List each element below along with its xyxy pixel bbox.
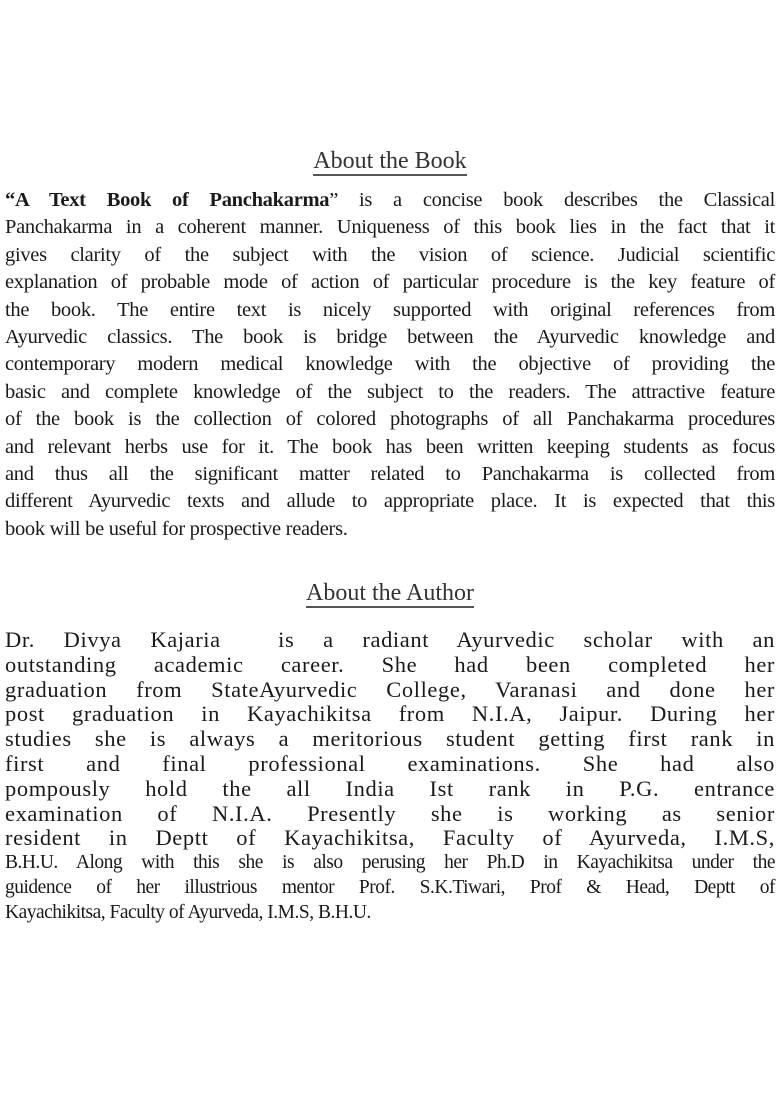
text-line [5, 187, 775, 214]
book-title: “A Text Book of Panchakarma [5, 189, 330, 211]
about-author-heading [0, 580, 780, 607]
text-line: and thus all the significant matter related to Panchakarma is collected from [5, 462, 775, 485]
text-line: pompously hold the all India Ist rank in P.G. entrance [5, 775, 775, 801]
text-line: and relevant herbs use for it. The book has been written keeping students as focus [5, 435, 775, 458]
about-book-heading [0, 148, 780, 175]
text-line: contemporary modern medical knowledge with the objective of providing the [5, 353, 775, 376]
text-line: post graduation in Kayachikitsa from N.I.A, Jaipur. During her [5, 701, 775, 727]
text-line: gives clarity of the subject with the vision of science. Judicial scientific [5, 243, 775, 266]
text-line: the book. The entire text is nicely supported with original references from [5, 298, 775, 321]
text-line: different Ayurvedic texts and allude to appropriate place. It is expected that this [5, 490, 775, 513]
text-line: B.H.U. Along with this she is also perusing her Ph.D in Kayachikitsa under the [5, 852, 775, 874]
text-line: studies she is always a meritorious student getting first rank in [5, 726, 775, 752]
about-book-heading-text: About the Book [313, 148, 467, 174]
text-line: book will be useful for prospective readers. [5, 517, 348, 540]
text-line: Kayachikitsa, Faculty of Ayurveda, I.M.S, B.H.U. [5, 901, 371, 923]
text-line: explanation of probable mode of action of particular procedure is the key feature of [5, 271, 775, 294]
about-author-body [5, 628, 775, 926]
text-line: Ayurvedic classics. The book is bridge between the Ayurvedic knowledge and [5, 325, 775, 348]
text-line: graduation from StateAyurvedic College, Varanasi and done her [5, 676, 775, 702]
text-line: basic and complete knowledge of the subject to the readers. The attractive feature [5, 380, 775, 403]
text-line: guidence of her illustrious mentor Prof. S.K.Tiwari, Prof & Head, Deptt of [5, 876, 775, 898]
text-line: Dr. Divya Kajaria is a radiant Ayurvedic scholar with an [5, 627, 775, 652]
text-line: examination of N.I.A. Presently she is working as senior [5, 800, 775, 826]
text-line: outstanding academic career. She had been completed her [5, 651, 775, 677]
text-line: of the book is the collection of colored photographs of all Panchakarma procedures [5, 408, 775, 431]
about-author-heading-text: About the Author [306, 580, 474, 606]
text-line: first and final professional examinations. She had also [5, 750, 775, 776]
text-line: resident in Deptt of Kayachikitsa, Faculty of Ayurveda, I.M.S, [5, 825, 775, 851]
text-line: Panchakarma in a coherent manner. Uniqueness of this book lies in the fact that it [5, 216, 775, 239]
text-span: ” is a concise book describes the Classical [329, 189, 775, 211]
about-book-body [5, 187, 775, 543]
